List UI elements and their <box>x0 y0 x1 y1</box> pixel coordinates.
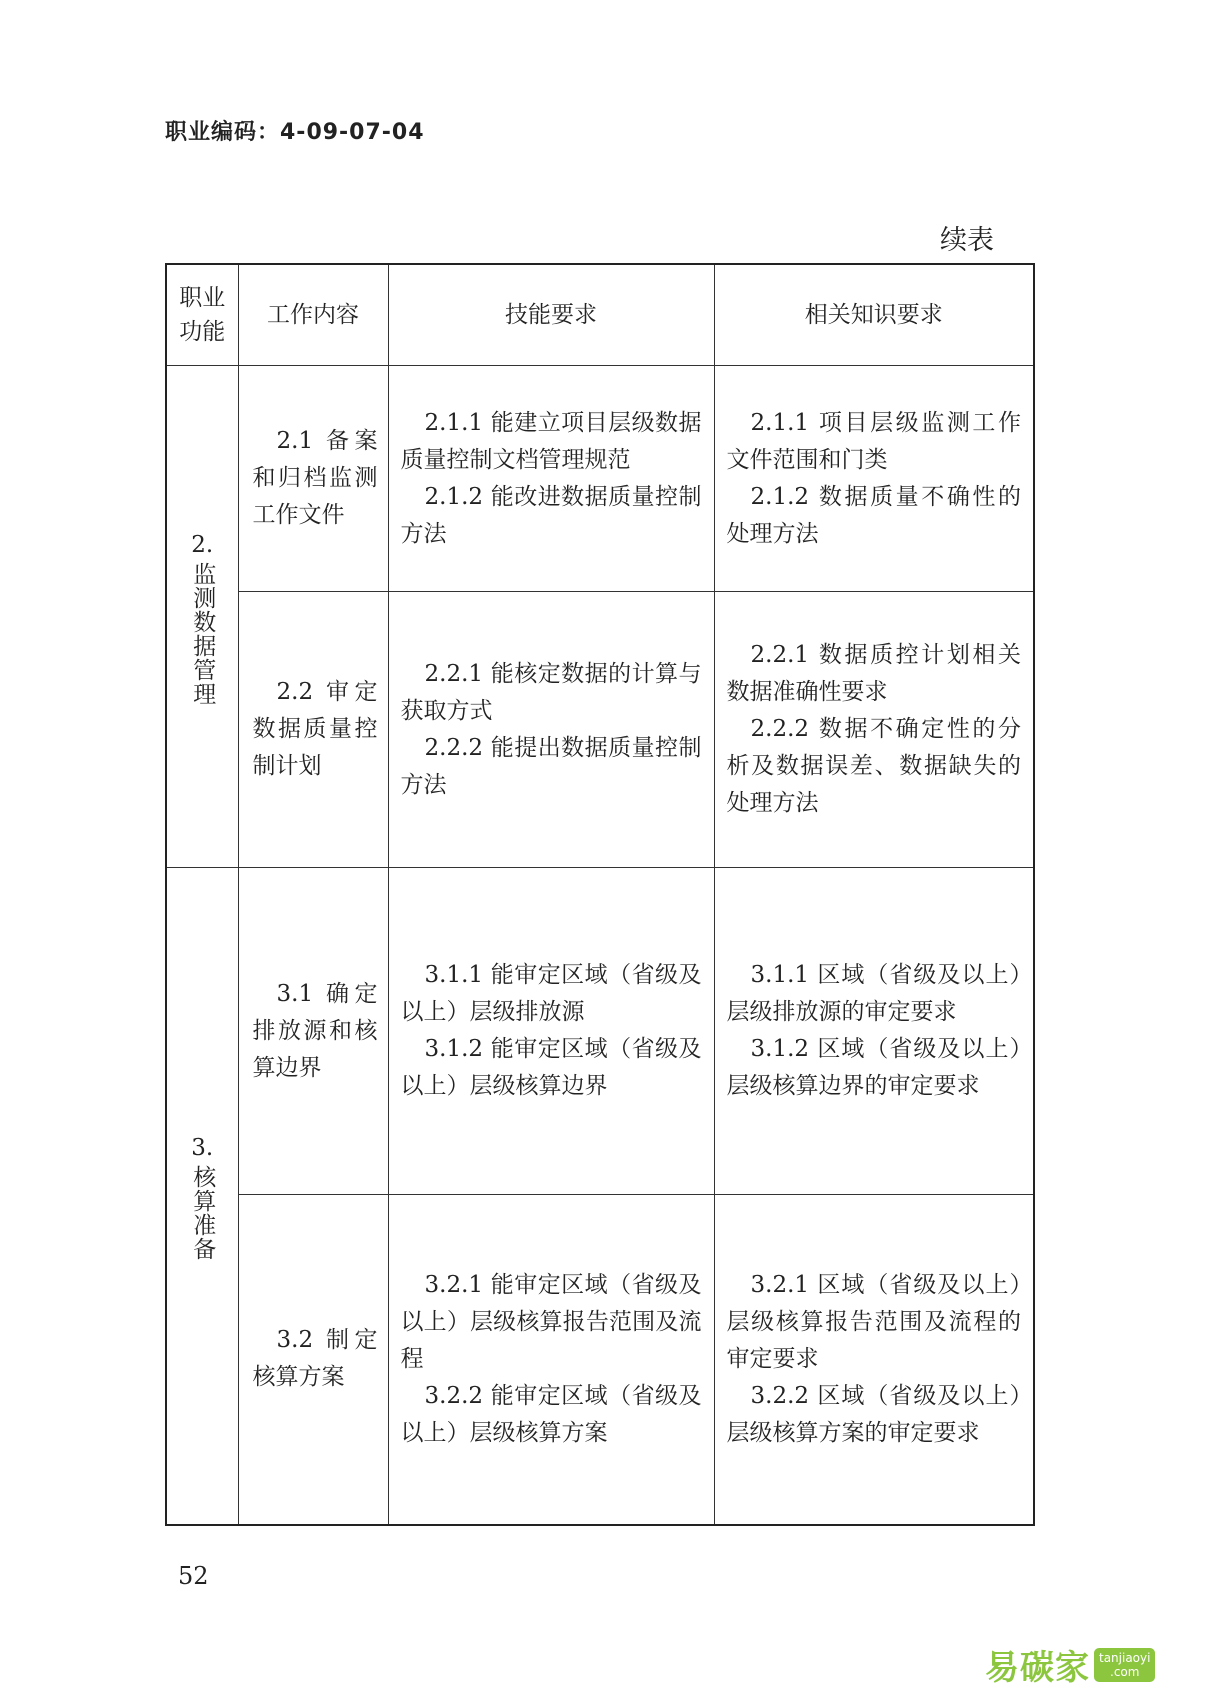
skill-cell <box>388 592 714 868</box>
knowledge-item: 3.1.1 区域（省级及以上）层级排放源的审定要求 <box>726 962 1021 1025</box>
knowledge-item: 2.2.2 数据不确定性的分析及数据误差、数据缺失的处理方法 <box>726 716 1021 816</box>
work-content-cell <box>238 592 388 868</box>
work-content-cell <box>238 366 388 592</box>
function-number: 2. <box>191 531 214 558</box>
knowledge-cell <box>714 868 1034 1195</box>
work-content-cell <box>238 868 388 1195</box>
knowledge-cell <box>714 1195 1034 1525</box>
header-work-content: 工作内容 <box>238 264 388 366</box>
knowledge-item: 3.2.1 区域（省级及以上）层级核算报告范围及流程的审定要求 <box>726 1271 1021 1372</box>
knowledge-item: 2.1.1 项目层级监测工作文件范围和门类 <box>726 409 1021 473</box>
knowledge-item: 3.2.2 区域（省级及以上）层级核算方案的审定要求 <box>726 1382 1021 1446</box>
continued-table-label: 续表 <box>940 225 994 256</box>
header-function <box>166 264 238 366</box>
work-content-text: 3.1 确定排放源和核算边界 <box>252 980 378 1081</box>
knowledge-item: 3.1.2 区域（省级及以上）层级核算边界的审定要求 <box>726 1036 1021 1099</box>
occupation-skills-table <box>165 263 1035 1526</box>
table-header-row <box>166 264 1034 366</box>
function-number: 3. <box>191 1134 214 1161</box>
watermark-badge-line2: .com <box>1110 1664 1140 1679</box>
skill-item: 3.2.1 能审定区域（省级及以上）层级核算报告范围及流程 <box>400 1271 702 1372</box>
function-name: 监测数据管理 <box>189 561 216 706</box>
skill-item: 2.2.1 能核定数据的计算与获取方式 <box>400 660 702 724</box>
skill-item: 3.1.1 能审定区域（省级及以上）层级排放源 <box>400 962 702 1025</box>
skill-cell <box>388 366 714 592</box>
skill-item: 2.2.2 能提出数据质量控制方法 <box>400 734 702 798</box>
header-function-text: 职业 功能 <box>179 285 226 345</box>
skill-item: 3.1.2 能审定区域（省级及以上）层级核算边界 <box>400 1036 702 1099</box>
skill-item: 2.1.1 能建立项目层级数据质量控制文档管理规范 <box>400 409 702 473</box>
watermark-logo <box>985 1640 1155 1689</box>
table-row <box>166 366 1034 592</box>
header-knowledge-requirements: 相关知识要求 <box>714 264 1034 366</box>
knowledge-cell <box>714 366 1034 592</box>
function-cell-2 <box>166 366 238 868</box>
knowledge-cell <box>714 592 1034 868</box>
watermark-badge-line1: tanjiaoyi <box>1099 1650 1151 1665</box>
work-content-text: 2.1 备案和归档监测工作文件 <box>252 428 378 528</box>
knowledge-item: 2.2.1 数据质控计划相关数据准确性要求 <box>726 642 1021 705</box>
watermark-text: 易碳家 <box>985 1648 1090 1688</box>
table-row <box>166 1195 1034 1525</box>
watermark-badge <box>1094 1648 1155 1682</box>
work-content-text: 2.2 审定数据质量控制计划 <box>252 679 378 779</box>
header-skill-requirements: 技能要求 <box>388 264 714 366</box>
page-number: 52 <box>178 1562 209 1590</box>
table-row <box>166 868 1034 1195</box>
table-row <box>166 592 1034 868</box>
skill-item: 2.1.2 能改进数据质量控制方法 <box>400 483 702 547</box>
skill-item: 3.2.2 能审定区域（省级及以上）层级核算方案 <box>400 1382 702 1446</box>
work-content-text: 3.2 制定核算方案 <box>252 1327 378 1391</box>
skill-cell <box>388 1195 714 1525</box>
knowledge-item: 2.1.2 数据质量不确性的处理方法 <box>726 483 1021 547</box>
function-name: 核算准备 <box>189 1164 216 1261</box>
skill-cell <box>388 868 714 1195</box>
work-content-cell <box>238 1195 388 1525</box>
function-cell-3 <box>166 868 238 1525</box>
occupation-code: 职业编码：4-09-07-04 <box>165 120 425 145</box>
